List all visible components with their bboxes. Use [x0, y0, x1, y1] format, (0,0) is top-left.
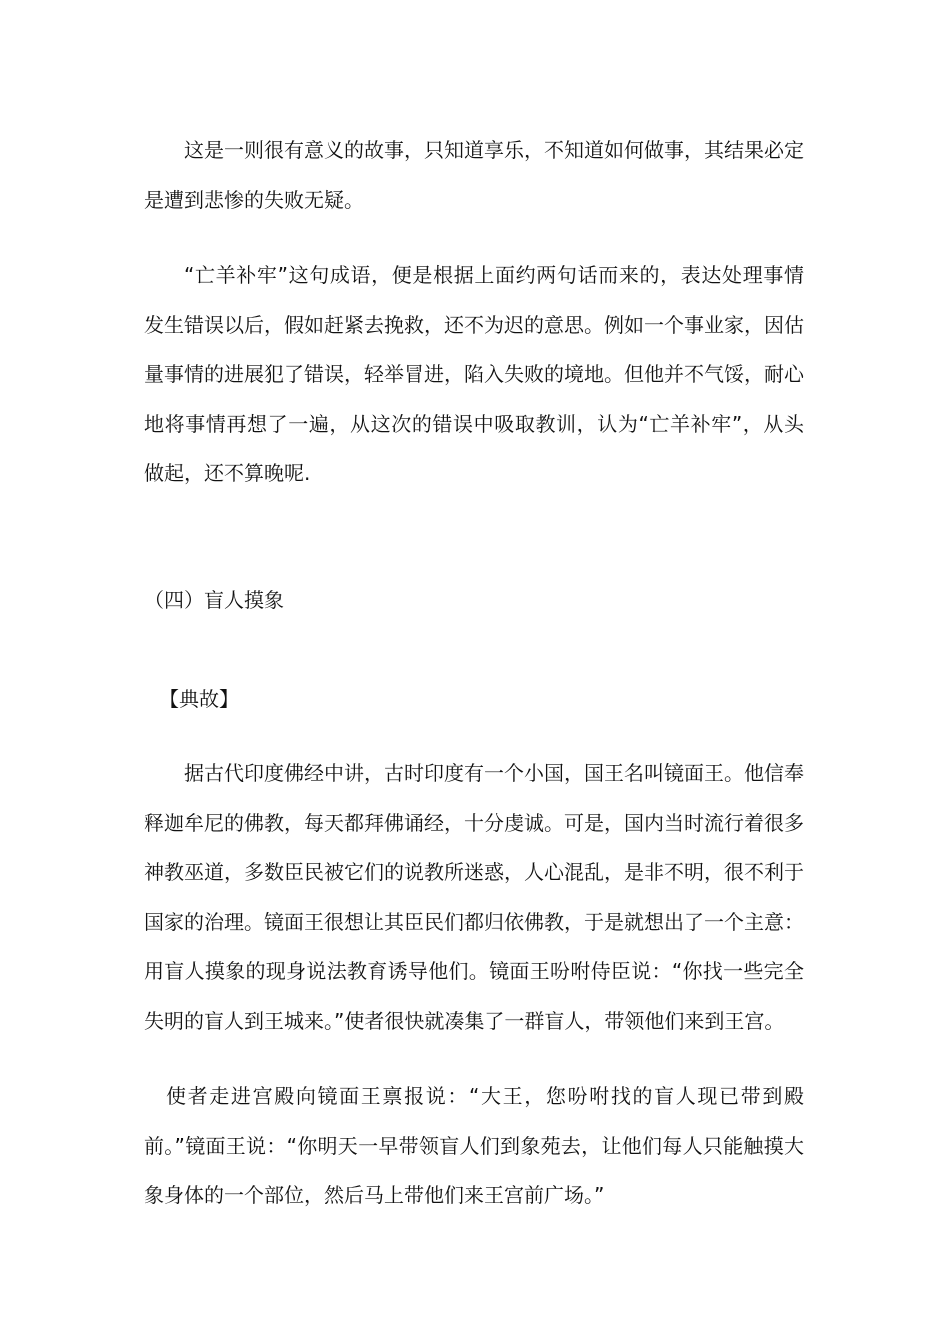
paragraph-story-2: 使者走进宫殿向镜面王禀报说：“大王，您吩咐找的盲人现已带到殿前。”镜面王说：“你明天一早带领盲人们到象苑去，让他们每人只能触摸大象身体的一个部位，然后马上带他们来王宫前广场。” — [144, 1084, 804, 1207]
paragraph-moral: 这是一则很有意义的故事，只知道享乐，不知道如何做事，其结果必定是遭到悲惨的失败无疑。 — [144, 138, 804, 212]
paragraph-story-1: 据古代印度佛经中讲，古时印度有一个小国，国王名叫镜面王。他信奉释迦牟尼的佛教，每天都拜佛诵经，十分虔诚。可是，国内当时流行着很多神教巫道，多数臣民被它们的说教所迷惑，人心混乱，是非不明，很不利于国家的治理。镜面王很想让其臣民们都归依佛教，于是就想出了一个主意：用盲人摸象的现身说法教育诱导他们。镜面王吩咐侍臣说：“你找一些完全失明的盲人到王城来。”使者很快就凑集了一群盲人，带领他们来到王宫。 — [144, 761, 804, 1033]
section-heading: （四）盲人摸象 — [144, 588, 284, 612]
subheading-allusion: 【典故】 — [159, 687, 239, 711]
paragraph-idiom-explanation: “亡羊补牢”这句成语，便是根据上面约两句话而来的，表达处理事情发生错误以后，假如赶紧去挽救，还不为迟的意思。例如一个事业家，因估量事情的进展犯了错误，轻举冒进，陷入失败的境地。但他并不气馁，耐心地将事情再想了一遍，从这次的错误中吸取教训，认为“亡羊补牢”，从头做起，还不算晚呢. — [144, 263, 804, 485]
